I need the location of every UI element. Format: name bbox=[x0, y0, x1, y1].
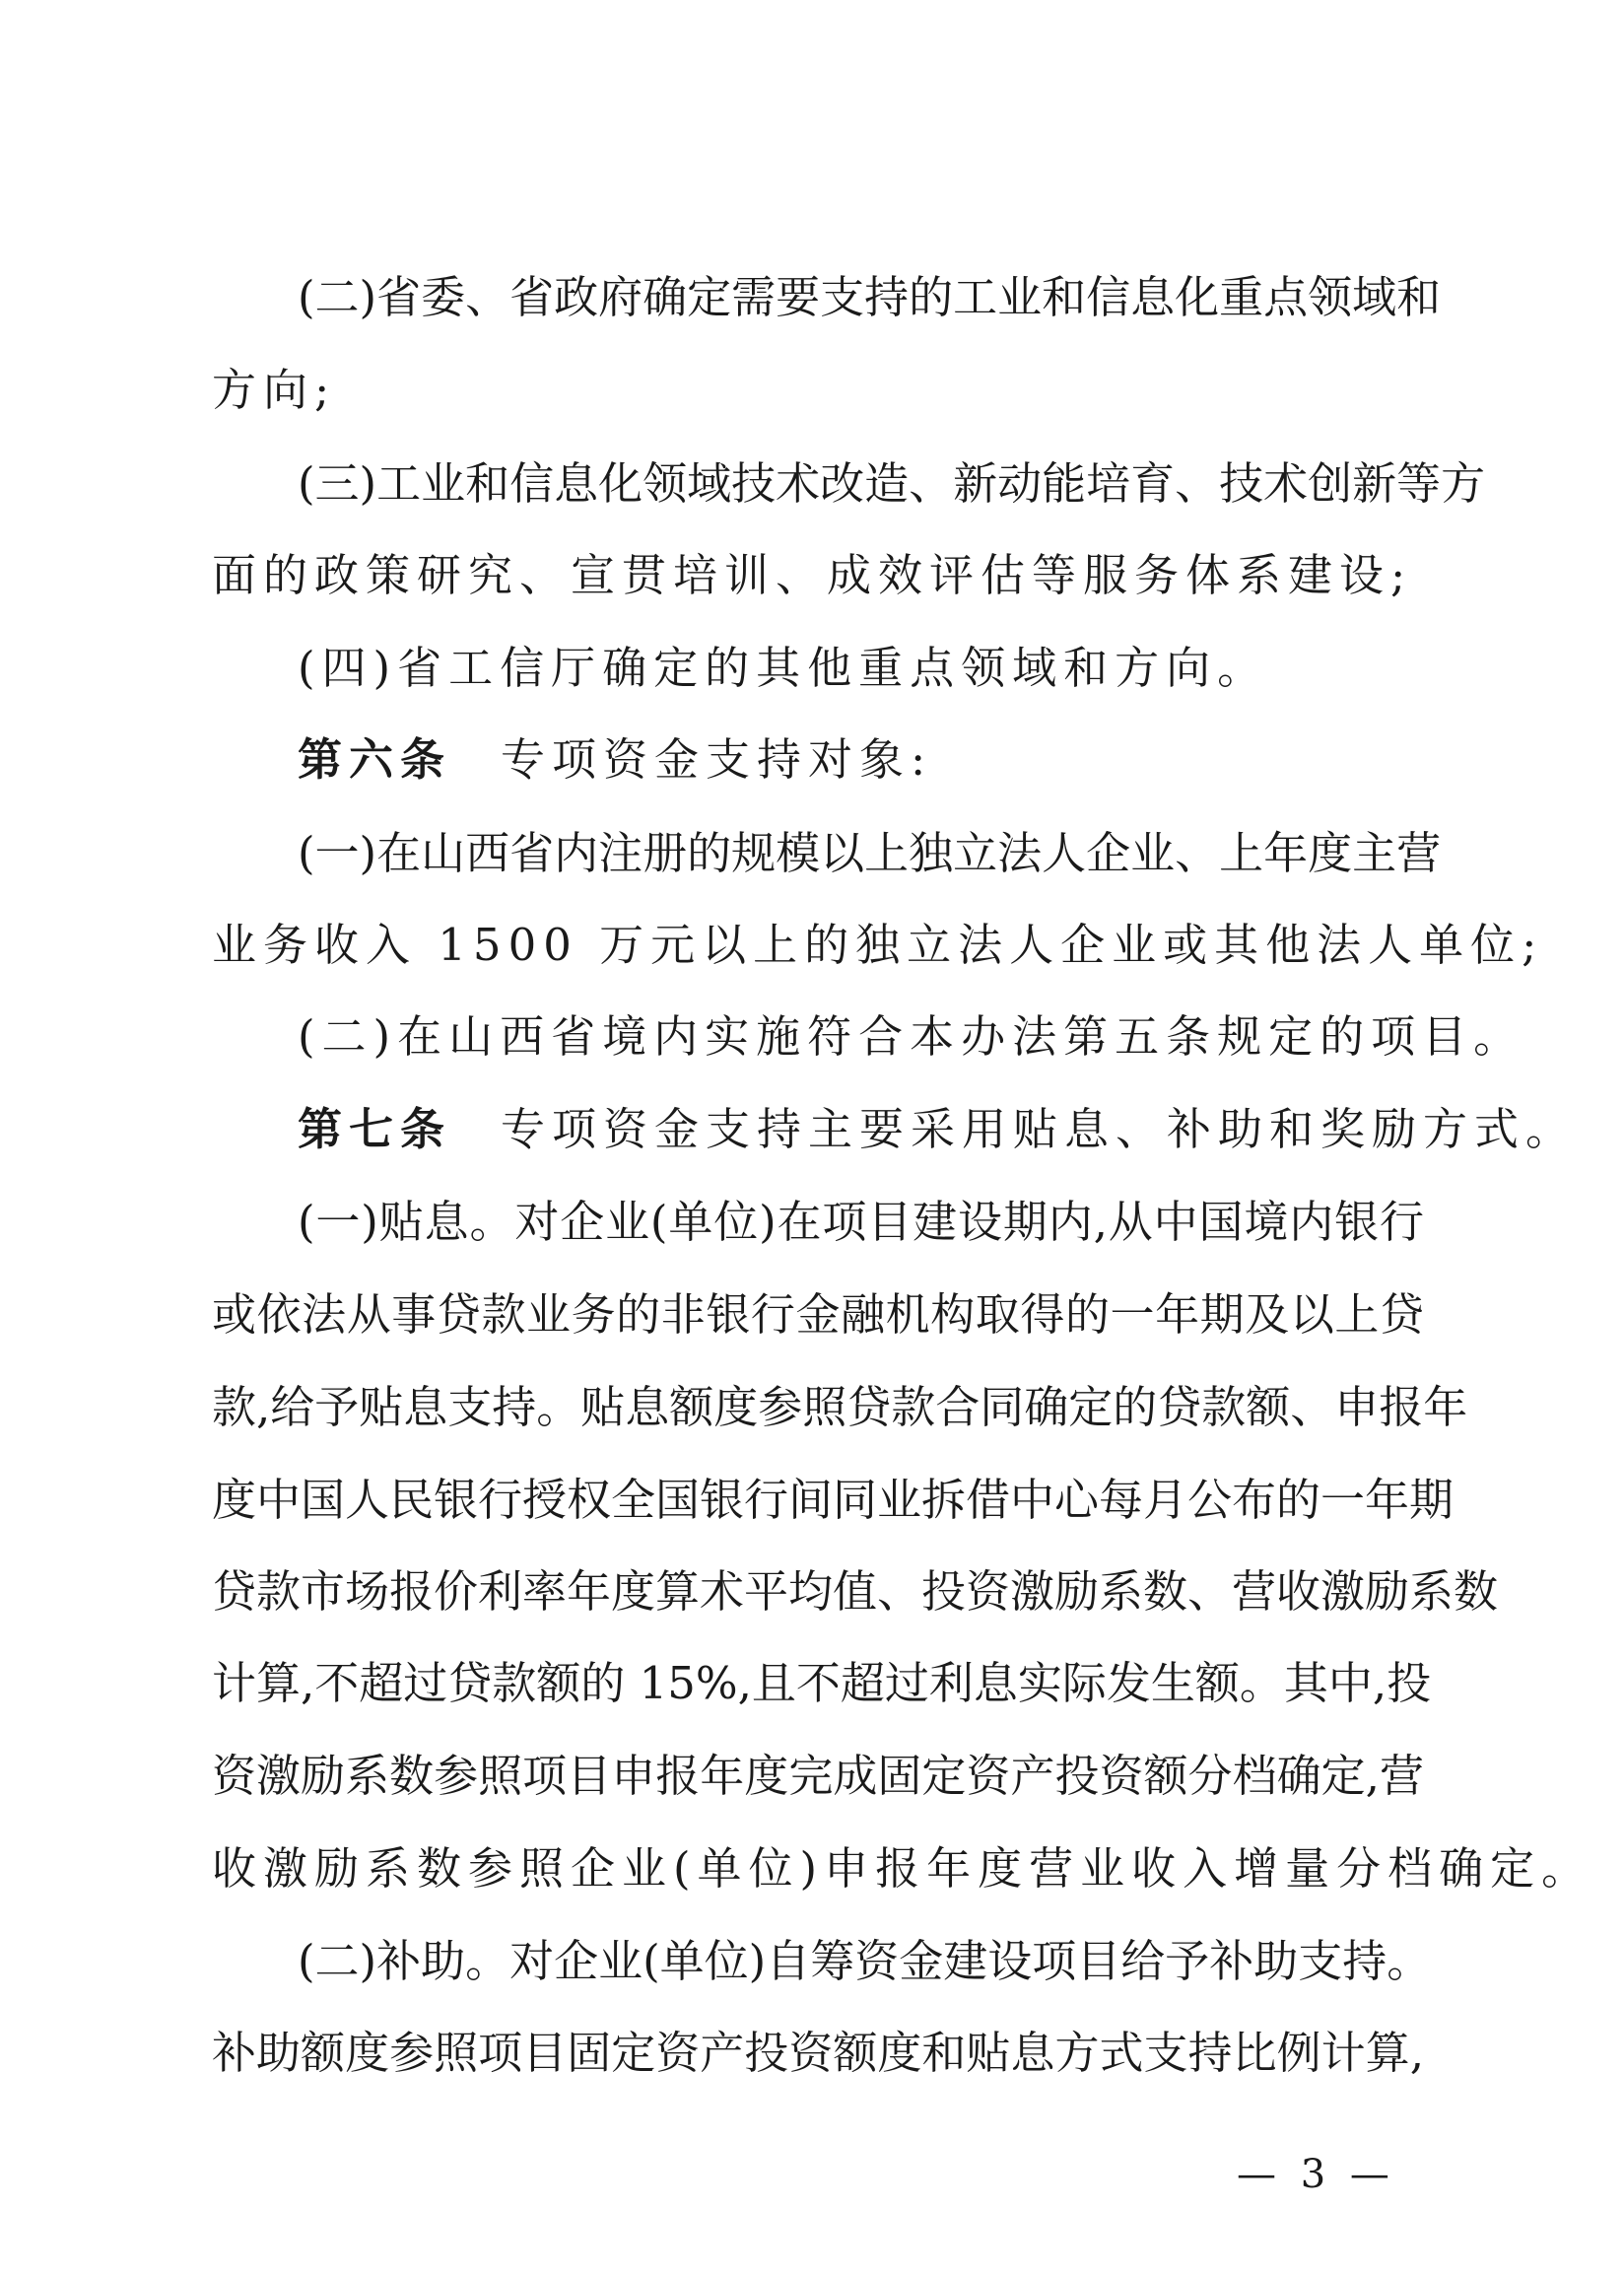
paragraph-line: 资激励系数参照项目申报年度完成固定资产投资额分档确定,营 bbox=[212, 1750, 1424, 1802]
paragraph-line: 贷款市场报价利率年度算术平均值、投资激励系数、营收激励系数 bbox=[212, 1565, 1499, 1618]
paragraph-line: (二)在山西省境内实施符合本办法第五条规定的项目。 bbox=[298, 1010, 1525, 1063]
paragraph-line: 业务收入 1500 万元以上的独立法人企业或其他法人单位; bbox=[212, 919, 1544, 971]
article-six-text: 专项资金支持对象: bbox=[501, 733, 933, 786]
paragraph-line: 收激励系数参照企业(单位)申报年度营业收入增量分档确定。 bbox=[212, 1842, 1593, 1895]
paragraph-line: (二)补助。对企业(单位)自筹资金建设项目给予补助支持。 bbox=[298, 1935, 1432, 1987]
paragraph-line: 面的政策研究、宣贯培训、成效评估等服务体系建设; bbox=[212, 549, 1413, 601]
paragraph-line: 补助额度参照项目固定资产投资额度和贴息方式支持比例计算, bbox=[212, 2027, 1424, 2079]
paragraph-line: (四)省工信厅确定的其他重点领域和方向。 bbox=[298, 642, 1269, 694]
article-seven-line bbox=[298, 1102, 1578, 1157]
paragraph-line: (二)省委、省政府确定需要支持的工业和信息化重点领域和 bbox=[298, 271, 1442, 323]
paragraph-line: (三)工业和信息化领域技术改造、新动能培育、技术创新等方 bbox=[298, 457, 1486, 510]
paragraph-line: 计算,不超过贷款额的 15%,且不超过利息实际发生额。其中,投 bbox=[212, 1657, 1432, 1709]
article-seven-heading: 第七条 bbox=[298, 1103, 452, 1155]
paragraph-line: (一)贴息。对企业(单位)在项目建设期内,从中国境内银行 bbox=[298, 1196, 1424, 1248]
paragraph-line: (一)在山西省内注册的规模以上独立法人企业、上年度主营 bbox=[298, 827, 1442, 879]
paragraph-line: 或依法从事贷款业务的非银行金融机构取得的一年期及以上贷 bbox=[212, 1288, 1424, 1341]
paragraph-line: 款,给予贴息支持。贴息额度参照贷款合同确定的贷款额、申报年 bbox=[212, 1381, 1468, 1433]
article-six-line bbox=[298, 732, 1424, 788]
article-seven-text: 专项资金支持主要采用贴息、补助和奖励方式。 bbox=[501, 1103, 1578, 1155]
article-six-heading: 第六条 bbox=[298, 733, 452, 786]
page-number: — 3 — bbox=[1237, 2152, 1395, 2197]
paragraph-line: 方向; bbox=[212, 364, 337, 416]
paragraph-line: 度中国人民银行授权全国银行间同业拆借中心每月公布的一年期 bbox=[212, 1474, 1455, 1526]
